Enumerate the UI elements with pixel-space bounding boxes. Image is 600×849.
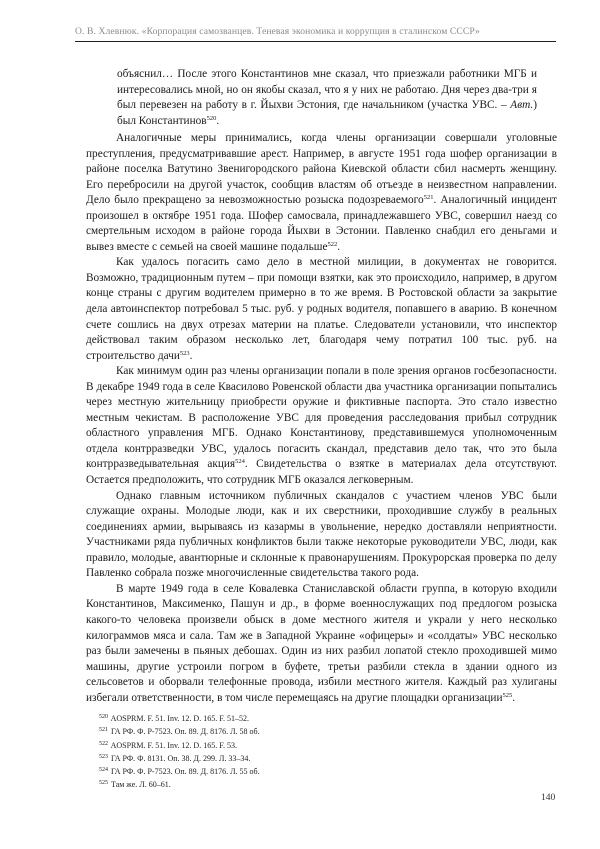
footnote-number: 521 <box>99 727 108 734</box>
footnote-number: 525 <box>99 780 108 787</box>
quote-text-end: ) был Константинов <box>117 99 537 127</box>
quote-text: объяснил… После этого Константинов мне сказал, что приезжали работники МГБ и интересовались мной, но он якобы сказал, что я у них не работаю. Дня через два-три я был перевезен на работу в г. Йыхви Эстония, где начальником (участка УВС. – <box>117 68 537 112</box>
footnote-ref[interactable]: 520 <box>206 114 217 122</box>
footnote-number: 524 <box>99 767 108 774</box>
footnote <box>99 765 260 778</box>
footnote <box>99 752 260 765</box>
footnote <box>99 725 260 738</box>
footnote-text: ГА РФ. Ф. 8131. Оп. 38. Д. 299. Л. 33–34. <box>111 753 251 763</box>
paragraph <box>86 489 557 582</box>
footnote <box>99 712 260 725</box>
paragraph <box>86 582 557 706</box>
footnote <box>99 778 260 791</box>
footnote-text: ГА РФ. Ф. Р-7523. Оп. 89. Д. 8176. Л. 58 об. <box>111 727 260 737</box>
footnote-text: AOSPRM. F. 51. Inv. 12. D. 165. F. 51–52. <box>110 714 250 723</box>
footnote-ref[interactable]: 524 <box>235 458 245 466</box>
paragraph <box>86 364 557 488</box>
footnote-text: ГА РФ. Ф. Р-7523. Оп. 89. Д. 8176. Л. 55 об. <box>111 767 260 777</box>
footnote-text: Там же. Л. 60–61. <box>111 780 171 790</box>
paragraph-text: . Аналогичный инцидент произошел в октябре 1951 года. Шофер самосвала, принадлежавшего УВС, совершил наезд со смертельным исходом в районе города Йыхви в Эстонии. Павленко снабдил его деньгами и вывез вместе с семьей на своей машине подальше <box>86 194 557 253</box>
paragraph-text: Как минимум один раз члены организации попали в поле зрения органов госбезопасности. В декабре 1949 года в селе Квасилово Ровенской области два участника организации попытались через местную жительницу приобрести оружие и фиктивные паспорта. Это стало известно местным чекистам. В расположение УВС для проведения расследования прибыл сотрудник областного управления МГБ. Однако Константинову, представившемуся уполномоченным отдела контрразведки УВС, удалось погасить скандал, представив дело так, что это была контрразведывательная акция <box>86 365 557 471</box>
paragraph <box>86 255 557 364</box>
page-number: 140 <box>541 793 556 803</box>
paragraph-text: . Свидетельства о взятке в материалах дела отсутствуют. Остается предположить, что сотрудник МГБ оказался легковерным. <box>86 458 557 487</box>
footnote-number: 523 <box>99 753 108 760</box>
quote-period: . <box>216 114 220 127</box>
footnote-number: 520 <box>99 714 108 720</box>
running-header: О. В. Хлевнюк. «Корпорация самозванцев. Теневая экономика и коррупция в сталинском СССР» <box>75 26 480 37</box>
paragraph-text: В марте 1949 года в селе Ковалевка Станиславской области группа, в которую входили Константинов, Максименко, Пашун и др., в форме военнослужащих под предлогом розыска какого-то человека произвели обыск в доме местного жителя и украли у него несколько килограммов мяса и сала. Там же в Западной Украине «офицеры» и «солдаты» УВС несколько раз были замечены в пьяных дебошах. Один из них разбил лопатой стекло проходившей мимо машины, другие устроили погром в буфете, третьи разбили стекла в здании одного из сельсоветов и оборвали телефонные провода, избили местного жителя. Каждый раз хулиганы избегали ответственности, в том числе перемещаясь на другие площадки организации <box>86 582 557 704</box>
quote-italic-author-note: Авт. <box>510 99 534 112</box>
footnote-ref[interactable]: 522 <box>327 240 338 248</box>
footnote-number: 522 <box>99 740 108 747</box>
footnote-ref[interactable]: 523 <box>179 349 190 357</box>
footnote-text: AOSPRM. F. 51. Inv. 12. D. 165. F. 53. <box>110 740 238 750</box>
block-quote <box>117 67 537 129</box>
paragraph-text: Как удалось погасить само дело в местной милиции, в документах не говорится. Возможно, традиционным путем – при помощи взятки, как это происходило, например, в другом конце страны с другим водителем примерно в то же время. В Ростовской области за закрытие дела автоинспектор потребовал 5 тыс. руб. у родных водителя, попавшего в аварию. В конечном счете сошлись на двух отрезах материи на платье. Следователи установили, что инспектор действовал таким образом несколько лет, благодаря чему потратил 100 тыс. руб. на строительство дачи <box>86 256 557 362</box>
footnote <box>99 739 260 752</box>
paragraph-text: . <box>189 349 193 362</box>
paragraph-text: Однако главным источником публичных скандалов с участием членов УВС были служащие охраны. Молодые люди, как и их сверстники, проходившие службу в реальных соединениях армии, вырываясь из казармы в увольнение, нередко доставляли неприятности. Участниками ряда публичных конфликтов были также некоторые руководители УВС, люди, как правило, молодые, авантюрные и склонные к правонарушениям. Прокурорская проверка по делу Павленко собрала позже многочисленные свидетельства такого рода. <box>86 489 557 580</box>
body-text <box>86 131 557 706</box>
footnote-ref[interactable]: 521 <box>423 194 434 202</box>
paragraph-text: . <box>512 691 516 704</box>
footnotes <box>99 712 260 792</box>
footnote-ref[interactable]: 525 <box>502 691 513 699</box>
paragraph <box>86 131 557 255</box>
header-rule <box>75 41 556 42</box>
paragraph-text: Аналогичные меры принимались, когда члены организации совершали уголовные преступления, предусматривавшие арест. Например, в августе 1951 года шофер организации в районе поселка Ватутино Звенигородского района Киевской области сбил насмерть женщину. Его перебросили на другой участок, сообщив властям об отъезде в неизвестном направлении. Дело было прекращено за невозможностью розыска подозреваемого <box>86 132 557 207</box>
paragraph-text: . <box>337 240 341 253</box>
